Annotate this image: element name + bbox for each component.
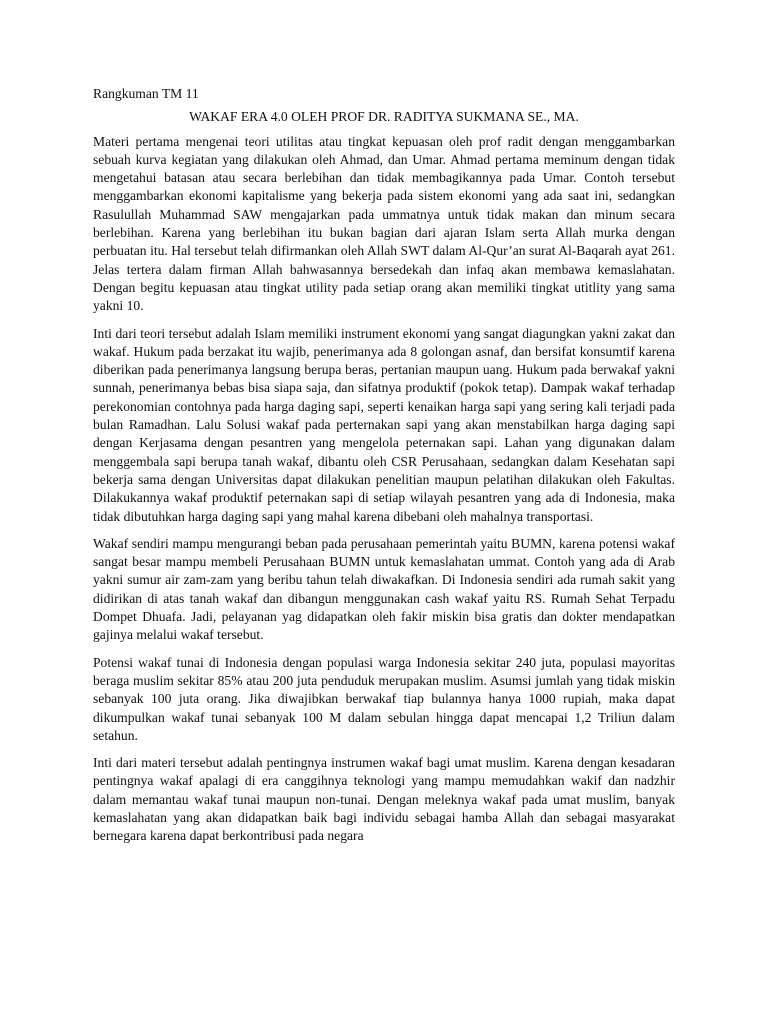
document-page: [93, 85, 675, 855]
paragraph-5: Inti dari materi tersebut adalah pentingnya instrumen wakaf bagi umat muslim. Karena dengan kesadaran pentingnya wakaf apalagi di era canggihnya teknologi yang mampu memudahkan wakif dan nadzhir dalam memantau wakaf tunai maupun non-tunai. Dengan meleknya wakaf pada umat muslim, banyak kemaslahatan yang akan didapatkan baik bagi individu sebagai hamba Allah dan sebagai masyarakat bernegara karena dapat berkontribusi pada negara: [93, 755, 675, 844]
paragraph-2: Inti dari teori tersebut adalah Islam memiliki instrument ekonomi yang sangat diagungkan yakni zakat dan wakaf. Hukum pada berzakat itu wajib, penerimanya ada 8 golongan asnaf, dan bersifat konsumtif karena diberikan pada penerimanya langsung berupa beras, pertanian maupun uang. Hukum pada berwakaf yakni sunnah, penerimanya bebas bisa siapa saja, dan sifatnya produktif (pokok tetap). Dampak wakaf terhadap perekonomian contohnya pada harga daging sapi, seperti kenaikan harga sapi yang sering kali terjadi pada bulan Ramadhan. Lalu Solusi wakaf pada perternakan sapi yang akan menstabilkan harga daging sapi dengan Kerjasama dengan pesantren yang mengelola peternakan sapi. Lahan yang digunakan dalam menggembala sapi berupa tanah wakaf, dibantu oleh CSR Perusahaan, sedangkan dalam Kesehatan sapi bekerja sama dengan Universitas dapat dilakukan penelitian maupun pelatihan dilakukan oleh Fakultas. Dilakukannya wakaf produktif peternakan sapi di setiap wilayah pesantren yang ada di Indonesia, maka tidak dibutuhkan harga daging sapi yang mahal karena dibebani oleh mahalnya transportasi.: [93, 325, 675, 524]
paragraph-3: Wakaf sendiri mampu mengurangi beban pada perusahaan pemerintah yaitu BUMN, karena potensi wakaf sangat besar mampu membeli Perusahaan BUMN untuk kemaslahatan ummat. Contoh yang ada di Arab yakni sumur air zam-zam yang beribu tahun telah diwakafkan. Di Indonesia sendiri ada rumah sakit yang didirikan di atas tanah wakaf dan dibangun menggunakan cash wakaf yaitu RS. Rumah Sehat Terpadu Dompet Dhuafa. Jadi, pelayanan yag didapatkan oleh fakir miskin bisa gratis dan dokter mendapatkan gajinya melalui wakaf tersebut.: [93, 535, 675, 643]
document-title: WAKAF ERA 4.0 OLEH PROF DR. RADITYA SUKMANA SE., MA.: [189, 109, 579, 125]
paragraph-1: Materi pertama mengenai teori utilitas atau tingkat kepuasan oleh prof radit dengan menggambarkan sebuah kurva kegiatan yang dilakukan oleh Ahmad, dan Umar. Ahmad pertama meminum dengan tidak mengetahui batasan atau secara berlebihan dan tidak membagikannya pada Umar. Contoh tersebut menggambarkan ekonomi kapitalisme yang bekerja pada sistem ekonomi yang ada saat ini, sedangkan Rasulullah Muhammad SAW mengajarkan pada ummatnya untuk tidak makan dan minum secara berlebihan. Karena yang berlebihan itu bukan bagian dari ajaran Islam serta Allah murka dengan perbuatan itu. Hal tersebut telah difirmankan oleh Allah SWT dalam Al-Qur’an surat Al-Baqarah ayat 261. Jelas tertera dalam firman Allah bahwasannya bersedekah dan infaq akan membawa kemaslahatan. Dengan begitu kepuasan atau tingkat utility pada setiap orang akan memiliki tingkat utitlity yang sama yakni 10.: [93, 133, 675, 314]
document-label: Rangkuman TM 11: [93, 86, 199, 101]
paragraph-4: Potensi wakaf tunai di Indonesia dengan populasi warga Indonesia sekitar 240 juta, populasi mayoritas beraga muslim sekitar 85% atau 200 juta penduduk merupakan muslim. Asumsi jumlah yang tidak miskin sebanyak 100 juta orang. Jika diwajibkan berwakaf tiap bulannya hanya 1000 rupiah, maka dapat dikumpulkan wakaf tunai sebanyak 100 M dalam sebulan hingga dapat mencapai 1,2 Triliun dalam setahun.: [93, 654, 675, 743]
